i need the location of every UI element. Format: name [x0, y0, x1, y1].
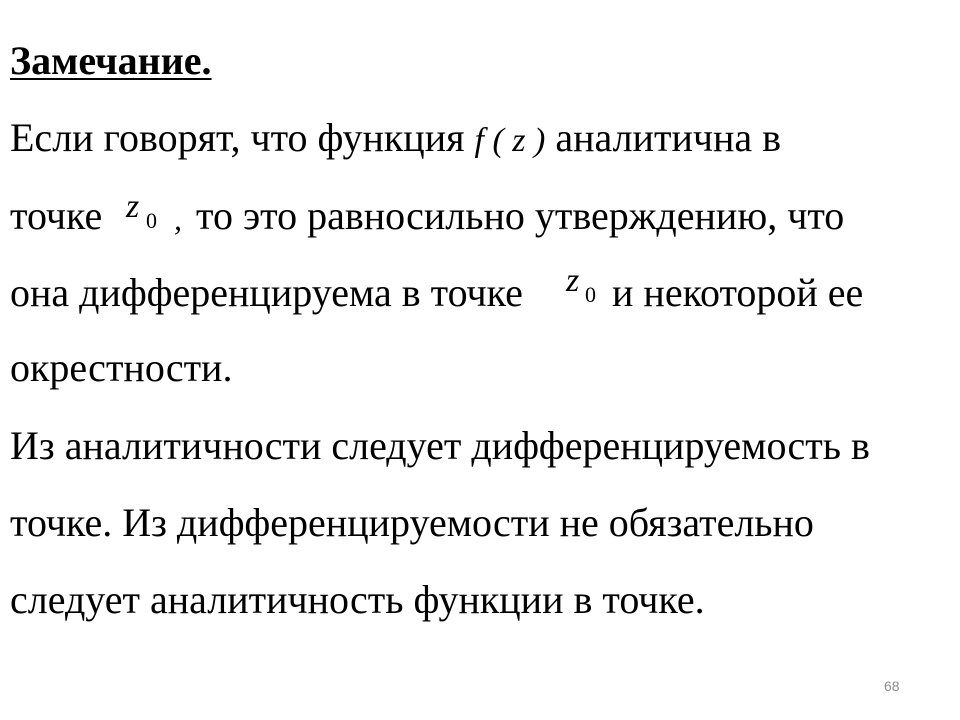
point-z0-variable-2: z: [566, 262, 580, 299]
page-number: 68: [884, 678, 900, 694]
point-z0-subscript-2: 0: [585, 282, 596, 307]
point-z0-variable: z: [126, 188, 140, 225]
function-f-of-z: f ( z ): [474, 122, 546, 159]
paragraph1-line2-text-before: точке: [10, 193, 103, 238]
paragraph1-line3-text-after: и некоторой ее: [612, 270, 864, 315]
paragraph1-line1-text-before: Если говорят, что функция: [10, 115, 475, 160]
paragraph1-line1-text-after: аналитична в: [545, 115, 782, 160]
paragraph1-line3-text-before: она дифференцируема в точке: [10, 270, 523, 315]
paragraph2-line3: следует аналитичность функции в точке.: [10, 577, 705, 622]
paragraph1-line4: окрестности.: [10, 345, 233, 390]
paragraph1-line2-continuation: [196, 193, 844, 239]
paragraph1-line1: [10, 115, 781, 164]
paragraph1-line2-text-after: то это равносильно утверждению, что: [196, 193, 845, 238]
point-z0-comma: ,: [174, 201, 182, 237]
paragraph1-line3-continuation: [612, 270, 863, 316]
paragraph1-line3: [10, 270, 523, 316]
paragraph1-line2: [10, 193, 102, 239]
slide-heading: Замечание.: [10, 38, 212, 83]
paragraph2-line2: точке. Из дифференцируемости не обязательно: [10, 500, 814, 545]
paragraph2-line1: Из аналитичности следует дифференцируемость в: [10, 423, 870, 468]
point-z0-subscript: 0: [146, 208, 157, 233]
